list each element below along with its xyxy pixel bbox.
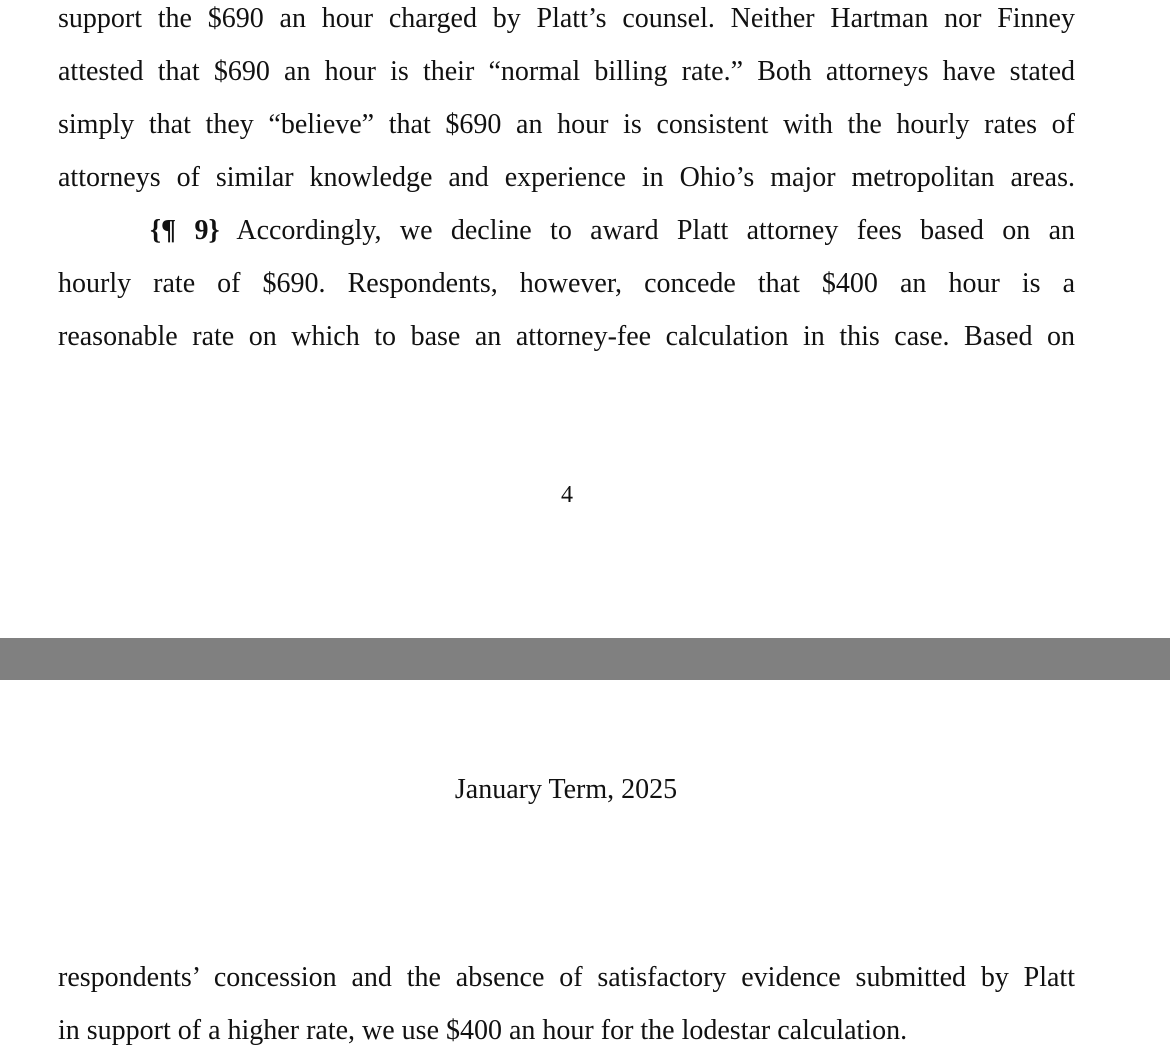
page-divider: [0, 638, 1170, 680]
text-line: reasonable rate on which to base an attorney-fee calculation in this case. Based on: [58, 321, 1075, 352]
text-line: simply that they “believe” that $690 an hour is consistent with the hourly rates of: [58, 109, 1075, 140]
text-line: in support of a higher rate, we use $400 an hour for the lodestar calculation.: [58, 1015, 908, 1046]
body-text-bottom: [58, 951, 1075, 1057]
text-line: respondents’ concession and the absence of satisfactory evidence submitted by Platt: [58, 962, 1075, 993]
text-line: attested that $690 an hour is their “normal billing rate.” Both attorneys have stated: [58, 56, 1075, 87]
text-line: support the $690 an hour charged by Platt’s counsel. Neither Hartman nor Finney: [58, 3, 1075, 34]
paragraph-9-text: Accordingly, we decline to award Platt attorney fees based on an: [219, 215, 1075, 246]
text-line: hourly rate of $690. Respondents, however, concede that $400 an hour is a: [58, 268, 1075, 299]
text-line: attorneys of similar knowledge and experience in Ohio’s major metropolitan areas.: [58, 162, 1075, 193]
paragraph-marker: {¶ 9}: [150, 215, 220, 246]
running-header: January Term, 2025: [454, 774, 678, 805]
page-number: 4: [561, 482, 573, 508]
paragraph-9-first-line: [58, 204, 1075, 257]
body-text-top: [58, 0, 1075, 363]
